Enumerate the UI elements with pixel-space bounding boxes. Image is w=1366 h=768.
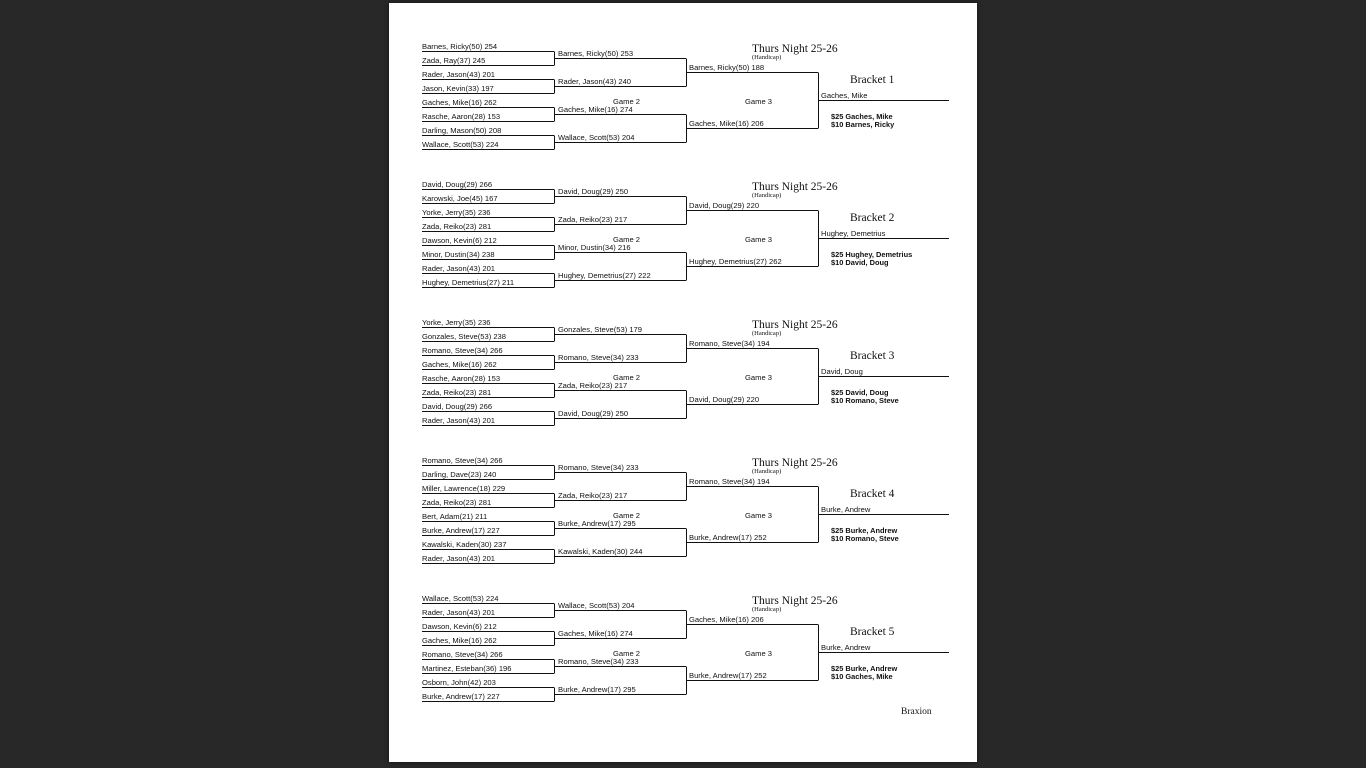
round2-entry: Barnes, Ricky(50) 253 [558, 49, 634, 58]
prize-second: $10 David, Doug [831, 258, 889, 267]
round1-entry: Kawalski, Kaden(30) 237 [422, 540, 507, 549]
round1-entry: Dawson, Kevin(6) 212 [422, 236, 497, 245]
round2-entry: Zada, Reiko(23) 217 [558, 215, 628, 224]
round1-entry: Wallace, Scott(53) 224 [422, 594, 499, 603]
prize-first: $25 David, Doug [831, 388, 889, 397]
game3-label: Game 3 [745, 649, 773, 658]
prize-first: $25 Gaches, Mike [831, 112, 893, 121]
round1-entry: Yorke, Jerry(35) 236 [422, 318, 491, 327]
game2-label: Game 2 [613, 649, 641, 658]
round1-entry: Rader, Jason(43) 201 [422, 70, 496, 79]
round2-entry: Zada, Reiko(23) 217 [558, 381, 628, 390]
round1-entry: Darling, Dave(23) 240 [422, 470, 497, 479]
game2-label: Game 2 [613, 235, 641, 244]
bracket-winner: Burke, Andrew [821, 505, 871, 514]
round3-entry: Hughey, Demetrius(27) 262 [689, 257, 782, 266]
round3-entry: Barnes, Ricky(50) 188 [689, 63, 765, 72]
round1-entry: Karowski, Joe(45) 167 [422, 194, 498, 203]
round1-entry: Gaches, Mike(16) 262 [422, 98, 497, 107]
round1-entry: Rader, Jason(43) 201 [422, 264, 496, 273]
bracket-winner: Gaches, Mike [821, 91, 868, 100]
prize-second: $10 Romano, Steve [831, 534, 899, 543]
round2-entry: Minor, Dustin(34) 216 [558, 243, 631, 252]
bracket-title: Thurs Night 25-26 [752, 595, 838, 607]
game3-label: Game 3 [745, 97, 773, 106]
bracket [389, 593, 977, 723]
round2-entry: Gaches, Mike(16) 274 [558, 629, 633, 638]
round2-entry: Rader, Jason(43) 240 [558, 77, 632, 86]
round1-entry: Gonzales, Steve(53) 238 [422, 332, 507, 341]
bracket-subtitle: (Handicap) [752, 606, 782, 613]
bracket-title: Thurs Night 25-26 [752, 457, 838, 469]
round3-entry: Romano, Steve(34) 194 [689, 339, 770, 348]
round1-entry: Rader, Jason(43) 201 [422, 608, 496, 617]
game3-label: Game 3 [745, 235, 773, 244]
bracket-name: Bracket 5 [850, 626, 895, 638]
round1-entry: Minor, Dustin(34) 238 [422, 250, 495, 259]
round2-entry: Romano, Steve(34) 233 [558, 353, 639, 362]
bracket-subtitle: (Handicap) [752, 468, 782, 475]
round2-entry: Romano, Steve(34) 233 [558, 463, 639, 472]
round1-entry: Rader, Jason(43) 201 [422, 416, 496, 425]
round1-entry: Zada, Ray(37) 245 [422, 56, 486, 65]
game2-label: Game 2 [613, 373, 641, 382]
round1-entry: Darling, Mason(50) 208 [422, 126, 502, 135]
round2-entry: Burke, Andrew(17) 295 [558, 519, 636, 528]
bracket-subtitle: (Handicap) [752, 192, 782, 199]
prize-second: $10 Gaches, Mike [831, 672, 893, 681]
round3-entry: Gaches, Mike(16) 206 [689, 119, 764, 128]
round1-entry: Zada, Reiko(23) 281 [422, 222, 492, 231]
round1-entry: Burke, Andrew(17) 227 [422, 692, 500, 701]
round1-entry: Miller, Lawrence(18) 229 [422, 484, 506, 493]
round1-entry: Dawson, Kevin(6) 212 [422, 622, 497, 631]
prize-second: $10 Romano, Steve [831, 396, 899, 405]
bracket-winner: Hughey, Demetrius [821, 229, 886, 238]
round1-entry: Wallace, Scott(53) 224 [422, 140, 499, 149]
round3-entry: David, Doug(29) 220 [689, 201, 760, 210]
round3-entry: Romano, Steve(34) 194 [689, 477, 770, 486]
round1-entry: Romano, Steve(34) 266 [422, 346, 503, 355]
bracket [389, 455, 977, 585]
bracket [389, 317, 977, 447]
round3-entry: Gaches, Mike(16) 206 [689, 615, 764, 624]
round3-entry: Burke, Andrew(17) 252 [689, 533, 767, 542]
round2-entry: Hughey, Demetrius(27) 222 [558, 271, 651, 280]
round1-entry: Jason, Kevin(33) 197 [422, 84, 494, 93]
bracket-winner: Burke, Andrew [821, 643, 871, 652]
round1-entry: Zada, Reiko(23) 281 [422, 498, 492, 507]
round1-entry: Gaches, Mike(16) 262 [422, 360, 497, 369]
round1-entry: Rasche, Aaron(28) 153 [422, 374, 501, 383]
round1-entry: Yorke, Jerry(35) 236 [422, 208, 491, 217]
bracket-title: Thurs Night 25-26 [752, 43, 838, 55]
bracket-title: Thurs Night 25-26 [752, 181, 838, 193]
bracket-title: Thurs Night 25-26 [752, 319, 838, 331]
round2-entry: Gaches, Mike(16) 274 [558, 105, 633, 114]
round2-entry: Romano, Steve(34) 233 [558, 657, 639, 666]
bracket-subtitle: (Handicap) [752, 330, 782, 337]
round1-entry: Bert, Adam(21) 211 [422, 512, 488, 521]
round1-entry: Barnes, Ricky(50) 254 [422, 42, 498, 51]
round2-entry: David, Doug(29) 250 [558, 187, 629, 196]
prize-first: $25 Burke, Andrew [831, 526, 898, 535]
game3-label: Game 3 [745, 373, 773, 382]
document-page [389, 3, 977, 762]
game2-label: Game 2 [613, 97, 641, 106]
round1-entry: Hughey, Demetrius(27) 211 [422, 278, 515, 287]
prize-first: $25 Hughey, Demetrius [831, 250, 913, 259]
prize-first: $25 Burke, Andrew [831, 664, 898, 673]
prize-second: $10 Barnes, Ricky [831, 120, 895, 129]
round1-entry: Rasche, Aaron(28) 153 [422, 112, 501, 121]
round1-entry: Romano, Steve(34) 266 [422, 650, 503, 659]
round2-entry: Wallace, Scott(53) 204 [558, 601, 635, 610]
game3-label: Game 3 [745, 511, 773, 520]
bracket-name: Bracket 2 [850, 212, 895, 224]
round2-entry: Gonzales, Steve(53) 179 [558, 325, 643, 334]
round1-entry: Burke, Andrew(17) 227 [422, 526, 500, 535]
round1-entry: Osborn, John(42) 203 [422, 678, 496, 687]
bracket [389, 41, 977, 171]
round2-entry: Burke, Andrew(17) 295 [558, 685, 636, 694]
bracket-subtitle: (Handicap) [752, 54, 782, 61]
round1-entry: Gaches, Mike(16) 262 [422, 636, 497, 645]
game2-label: Game 2 [613, 511, 641, 520]
round2-entry: Zada, Reiko(23) 217 [558, 491, 628, 500]
round1-entry: Romano, Steve(34) 266 [422, 456, 503, 465]
bracket [389, 179, 977, 309]
round1-entry: Zada, Reiko(23) 281 [422, 388, 492, 397]
bracket-winner: David, Doug [821, 367, 863, 376]
footer-brand: Braxion [901, 707, 932, 717]
round2-entry: David, Doug(29) 250 [558, 409, 629, 418]
round2-entry: Kawalski, Kaden(30) 244 [558, 547, 643, 556]
round1-entry: Rader, Jason(43) 201 [422, 554, 496, 563]
round2-entry: Wallace, Scott(53) 204 [558, 133, 635, 142]
bracket-name: Bracket 1 [850, 74, 895, 86]
round3-entry: Burke, Andrew(17) 252 [689, 671, 767, 680]
round1-entry: David, Doug(29) 266 [422, 402, 493, 411]
round1-entry: David, Doug(29) 266 [422, 180, 493, 189]
bracket-name: Bracket 4 [850, 488, 895, 500]
round3-entry: David, Doug(29) 220 [689, 395, 760, 404]
bracket-name: Bracket 3 [850, 350, 895, 362]
round1-entry: Martinez, Esteban(36) 196 [422, 664, 512, 673]
